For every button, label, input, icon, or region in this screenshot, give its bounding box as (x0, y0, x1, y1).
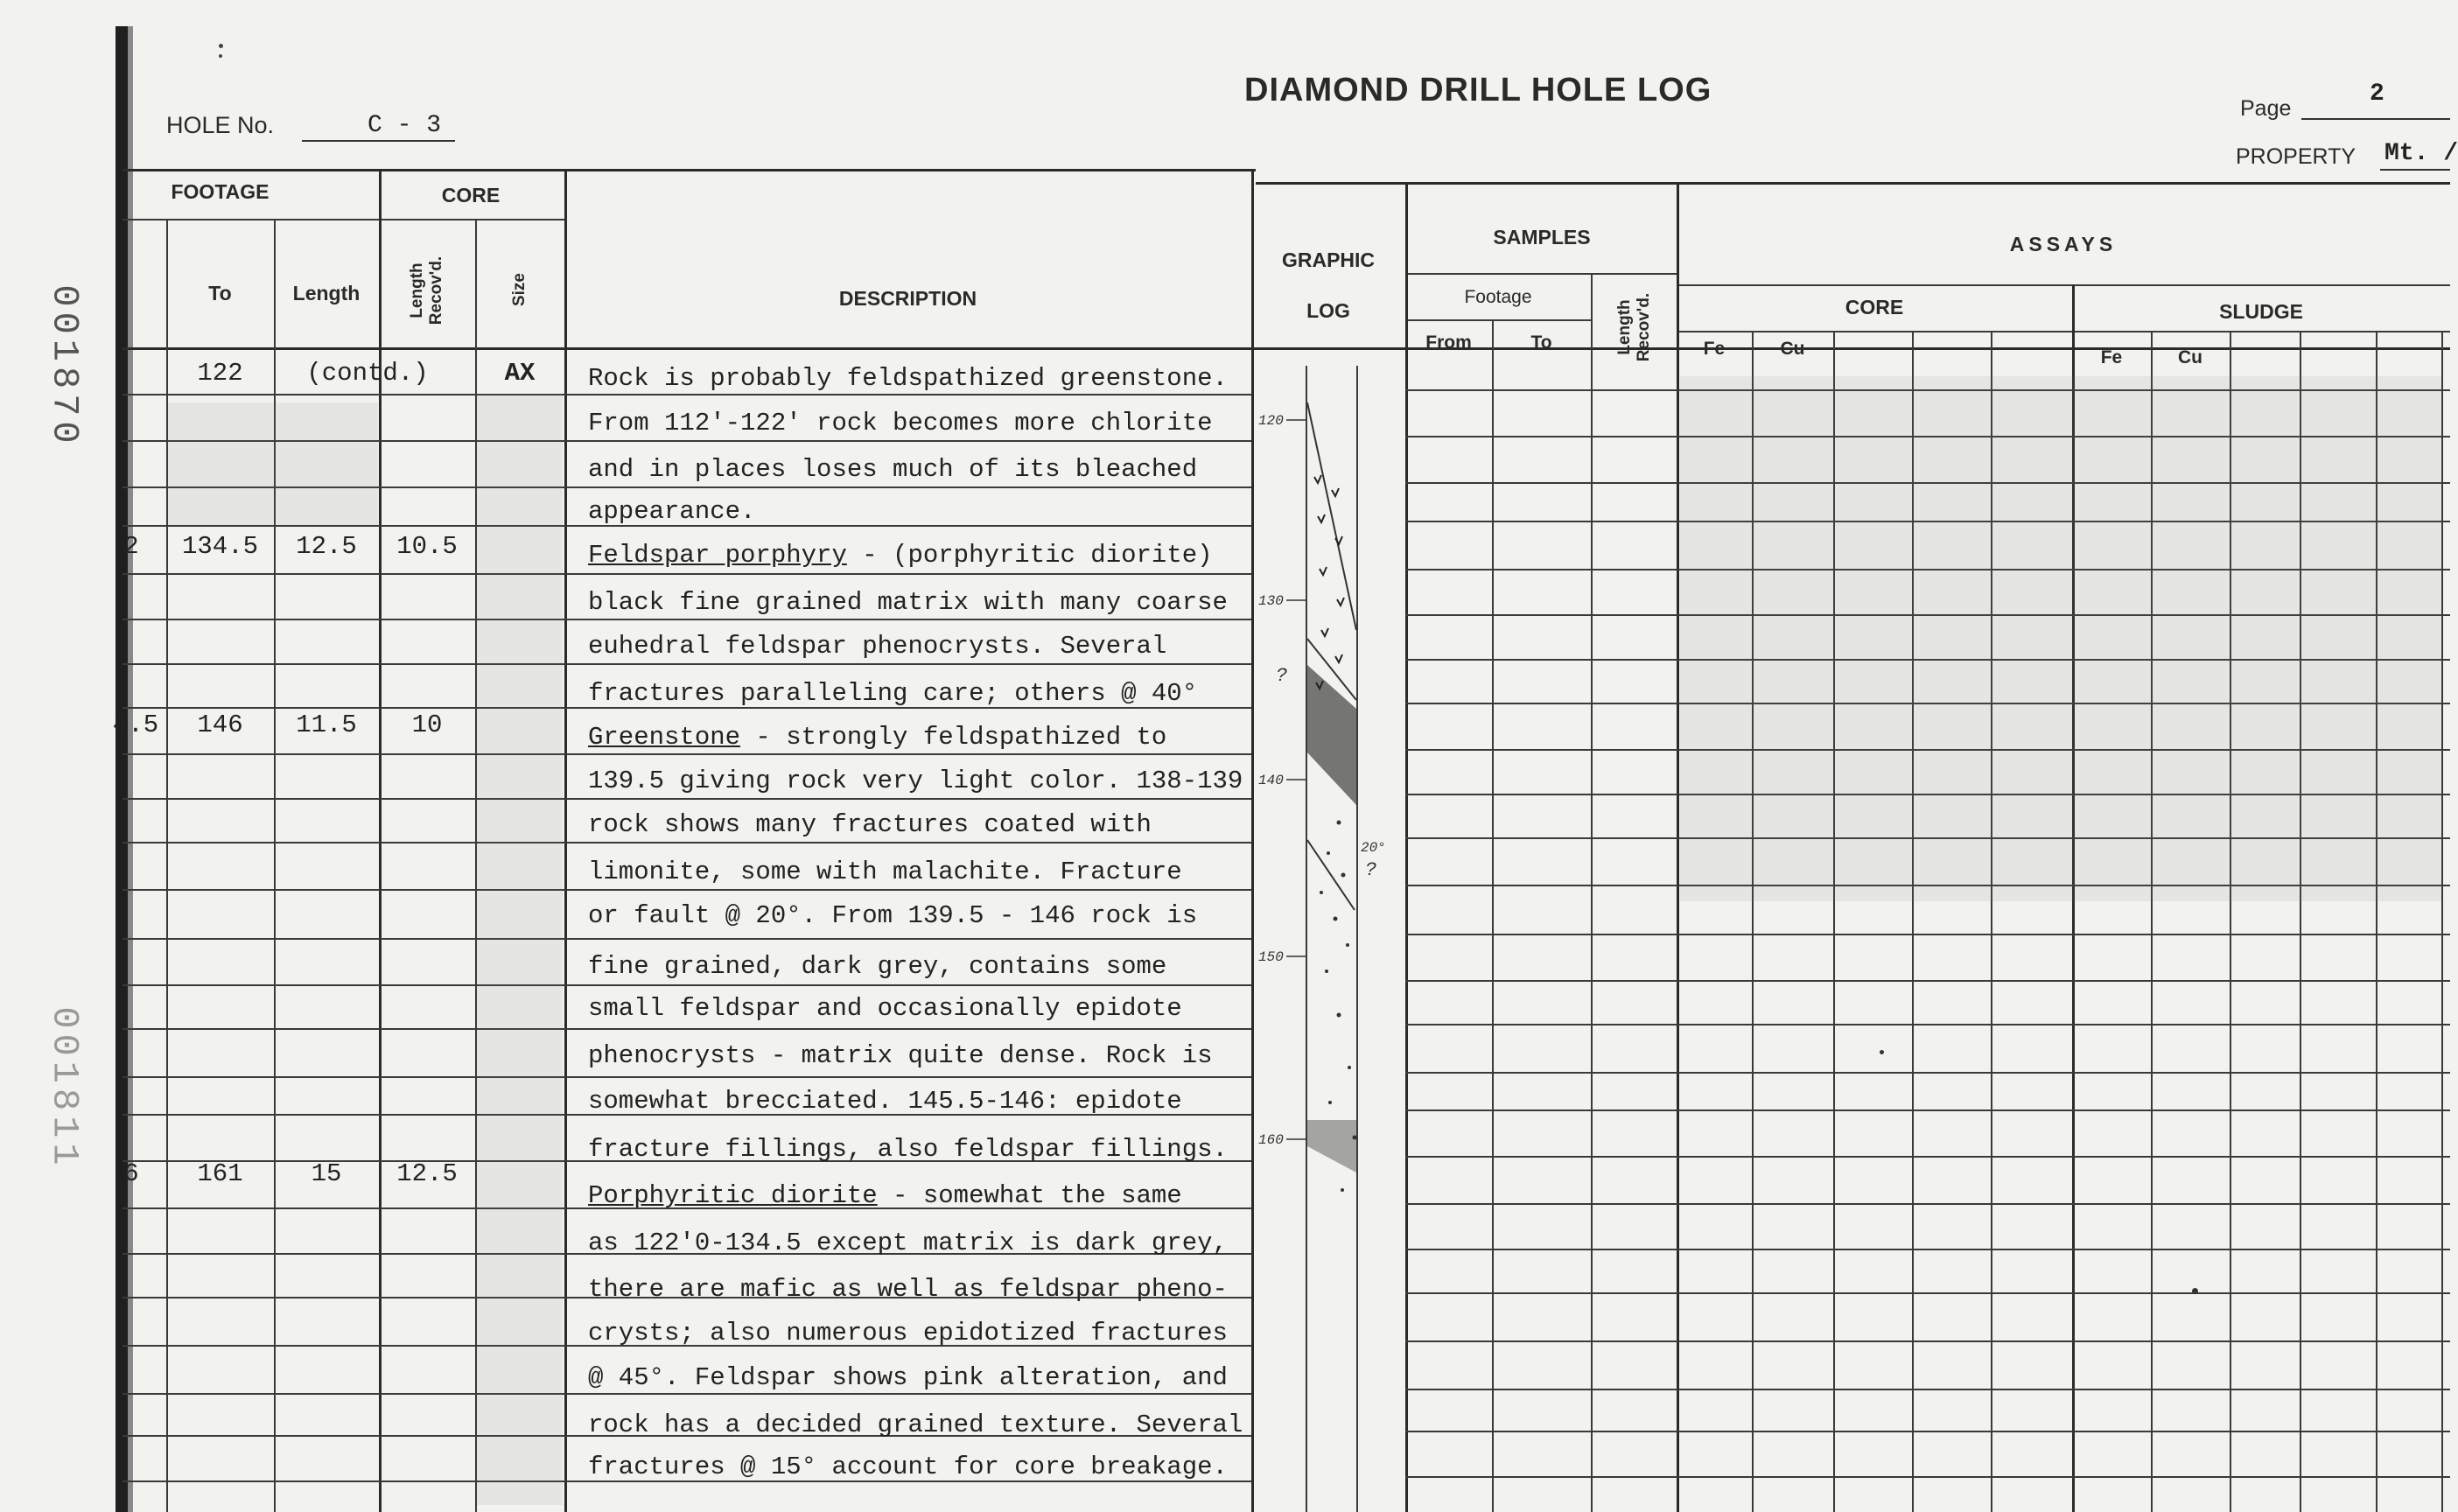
entry-1-size: AX (504, 359, 536, 388)
sludge-cu-header: Cu (2178, 347, 2202, 368)
graphic-note-question-2: ? (1365, 859, 1377, 881)
samples-header: SAMPLES (1493, 226, 1591, 248)
col-line-sample-to (1492, 319, 1494, 1512)
entry-2-from: 2 (123, 532, 139, 561)
description-line (588, 1452, 1228, 1481)
footage-header: FOOTAGE (171, 180, 270, 203)
row-line (1405, 1203, 2450, 1205)
side-stamp-top: 001870 (43, 284, 86, 449)
row-line (1405, 1024, 2450, 1026)
speck (2192, 1288, 2198, 1294)
description-text: and in places loses much of its bleached (588, 455, 1198, 484)
graphic-header: GRAPHIC (1281, 248, 1376, 271)
log-header: LOG (1306, 299, 1350, 322)
depth-mark-120: 120 (1258, 413, 1284, 429)
row-line (123, 663, 1251, 665)
description-text: Rock is probably feldspathized greenstone. (588, 364, 1228, 393)
footage-core-divider (123, 219, 564, 220)
row-line (1405, 1340, 2450, 1342)
row-line (1405, 1249, 2450, 1250)
row-line (1405, 1389, 2450, 1390)
entry-3-length: 11.5 (296, 710, 357, 739)
description-line (588, 1181, 1182, 1210)
description-line (588, 901, 1197, 930)
sample-footage-header: Footage (1464, 287, 1532, 307)
description-line (588, 1275, 1228, 1304)
depth-mark-140: 140 (1258, 773, 1284, 788)
hole-number-value: C - 3 (368, 112, 442, 139)
row-line (123, 1028, 1251, 1030)
description-line (588, 455, 1197, 484)
row-line (1405, 1110, 2450, 1111)
description-text: limonite, some with malachite. Fracture (588, 858, 1182, 886)
graphic-log-drawing (1251, 350, 1405, 1512)
description-text: - (porphyritic diorite) (846, 541, 1213, 570)
length-header: Length (292, 282, 361, 304)
hole-number-underline (302, 140, 455, 142)
core-header: CORE (441, 184, 501, 206)
description-text: fractures paralleling care; others @ 40° (588, 679, 1198, 708)
property-label: PROPERTY (2236, 144, 2356, 169)
description-text: there are mafic as well as feldspar pheno- (588, 1275, 1228, 1304)
description-text: as 122'0-134.5 except matrix is dark grey, (588, 1228, 1228, 1257)
row-line (123, 798, 1251, 800)
contact-line-fault (1307, 840, 1355, 910)
description-text: From 112'-122' rock becomes more chlorite (588, 409, 1213, 438)
lithology-name: Feldspar porphyry (588, 541, 847, 570)
col-line-right-edge (2441, 331, 2443, 1512)
binding-edge (116, 26, 128, 1512)
assays-sub-divider (1678, 284, 2450, 286)
entry-4-recovered: 12.5 (396, 1159, 458, 1188)
description-line (588, 1087, 1182, 1116)
porphyry-shading (1307, 665, 1356, 805)
sample-to-header: To (1530, 332, 1552, 353)
depth-mark-130: 130 (1258, 593, 1284, 609)
entry-4-from: 6 (123, 1159, 139, 1188)
row-line (1405, 1156, 2450, 1158)
description-text: rock shows many fractures coated with (588, 810, 1152, 839)
description-line (588, 541, 1213, 570)
speck (219, 44, 223, 48)
page-title: DIAMOND DRILL HOLE LOG (1244, 72, 1712, 108)
hole-number-label: HOLE No. (166, 112, 275, 138)
description-line (588, 632, 1166, 661)
description-line (588, 810, 1152, 839)
description-text: somewhat brecciated. 145.5-146: epidote (588, 1087, 1182, 1116)
row-line (1405, 934, 2450, 935)
col-line-assays (1677, 182, 1679, 1512)
description-line (588, 1228, 1228, 1257)
description-text: appearance. (588, 497, 756, 526)
row-line (123, 984, 1251, 986)
sample-from-header: From (1425, 332, 1472, 353)
description-line (588, 994, 1182, 1023)
col-line-samples (1405, 182, 1408, 1512)
assay-element-divider (1678, 331, 2450, 332)
description-line (588, 1135, 1228, 1164)
entry-2-recovered: 10.5 (396, 532, 458, 561)
row-line (1405, 1476, 2450, 1478)
length-recovd-header: Length Recov'd. (408, 256, 445, 326)
description-text: - somewhat the same (877, 1181, 1182, 1210)
shade-size-column (477, 394, 563, 1505)
assays-header: ASSAYS (2009, 233, 2118, 256)
side-stamp-bottom: 001811 (43, 1006, 86, 1171)
row-line (1405, 1292, 2450, 1294)
description-text: fractures @ 15° account for core breakage. (588, 1452, 1228, 1481)
row-line (123, 938, 1251, 940)
entry-3-recovered: 10 (411, 710, 443, 739)
shade-assays-block (1680, 376, 2441, 901)
description-line (588, 1319, 1228, 1348)
entry-3-to: 146 (197, 710, 243, 739)
description-line (588, 1410, 1243, 1439)
description-text: fine grained, dark grey, contains some (588, 952, 1167, 981)
graphic-note-angle: 20° (1361, 840, 1386, 856)
size-header: Size (510, 272, 529, 307)
description-line (588, 952, 1166, 981)
sludge-fe-header: Fe (2100, 347, 2123, 368)
graphic-note-question-1: ? (1276, 665, 1288, 687)
description-text: 139.5 giving rock very light color. 138-139 (588, 766, 1243, 795)
row-line (123, 842, 1251, 844)
entry-3-from: 4.5 (112, 710, 159, 739)
description-line (588, 1041, 1213, 1070)
description-text: phenocrysts - matrix quite dense. Rock is (588, 1041, 1213, 1070)
speck (219, 54, 222, 58)
row-line (123, 889, 1251, 891)
description-text: - strongly feldspathized to (740, 723, 1167, 752)
row-line (123, 573, 1251, 575)
entry-4-to: 161 (197, 1159, 243, 1188)
description-header: DESCRIPTION (838, 287, 977, 310)
entry-2-to: 134.5 (181, 532, 258, 561)
description-line (588, 588, 1228, 617)
assay-core-header: CORE (1845, 296, 1904, 318)
table-top-border-right (1256, 182, 2450, 185)
lithology-name: Greenstone (588, 723, 741, 752)
entry-4-length: 15 (311, 1159, 342, 1188)
description-line (588, 497, 755, 526)
description-text: euhedral feldspar phenocrysts. Several (588, 632, 1167, 661)
sample-length-recovd-header: Length Recov'd. (1615, 292, 1653, 362)
description-line (588, 679, 1197, 708)
entry-2-length: 12.5 (296, 532, 357, 561)
row-line (123, 394, 1251, 396)
sample-footage-divider (1407, 319, 1593, 321)
description-text: crysts; also numerous epidotized fractures (588, 1319, 1228, 1348)
description-text: black fine grained matrix with many coarse (588, 588, 1228, 617)
depth-ticks (1286, 420, 1306, 1139)
row-line (1405, 1072, 2450, 1074)
core-fe-header: Fe (1703, 339, 1726, 359)
description-text: small feldspar and occasionally epidote (588, 994, 1182, 1023)
contact-line-upper (1307, 402, 1356, 630)
description-text: fracture fillings, also feldspar fillings. (588, 1135, 1228, 1164)
speck (1880, 1050, 1884, 1054)
depth-mark-160: 160 (1258, 1132, 1284, 1148)
lithology-name: Porphyritic diorite (588, 1181, 878, 1210)
row-line (1405, 1431, 2450, 1432)
col-line-sample-length (1591, 273, 1593, 1512)
description-line (588, 766, 1243, 795)
assay-sludge-header: SLUDGE (2219, 300, 2303, 323)
description-line (588, 364, 1228, 393)
entry-1-length: (contd.) (306, 359, 429, 388)
description-text: or fault @ 20°. From 139.5 - 146 rock is (588, 901, 1198, 930)
property-underline (2380, 169, 2450, 171)
property-value: Mt. / (2384, 140, 2458, 167)
description-text: @ 45°. Feldspar shows pink alteration, and (588, 1363, 1228, 1392)
row-line (123, 1076, 1251, 1078)
description-line (588, 409, 1213, 438)
entry-1-to: 122 (197, 359, 243, 388)
to-header: To (208, 282, 232, 304)
shade-footage-block (168, 402, 378, 525)
row-line (123, 619, 1251, 620)
page-number-label: Page (2240, 96, 2292, 121)
page-number-value: 2 (2370, 80, 2384, 108)
diorite-shading (1307, 1120, 1356, 1172)
description-line (588, 858, 1182, 886)
description-line (588, 1363, 1228, 1392)
core-cu-header: Cu (1780, 339, 1805, 359)
col-line-description (564, 169, 567, 1512)
description-line (588, 723, 1166, 752)
row-line (1405, 980, 2450, 982)
row-line (123, 753, 1251, 755)
binding-edge-shadow (128, 26, 133, 1512)
description-text: rock has a decided grained texture. Several (588, 1410, 1243, 1439)
table-top-border-left (123, 169, 1256, 172)
depth-mark-150: 150 (1258, 949, 1284, 965)
page-number-underline (2301, 118, 2450, 120)
row-line (123, 1393, 1251, 1395)
